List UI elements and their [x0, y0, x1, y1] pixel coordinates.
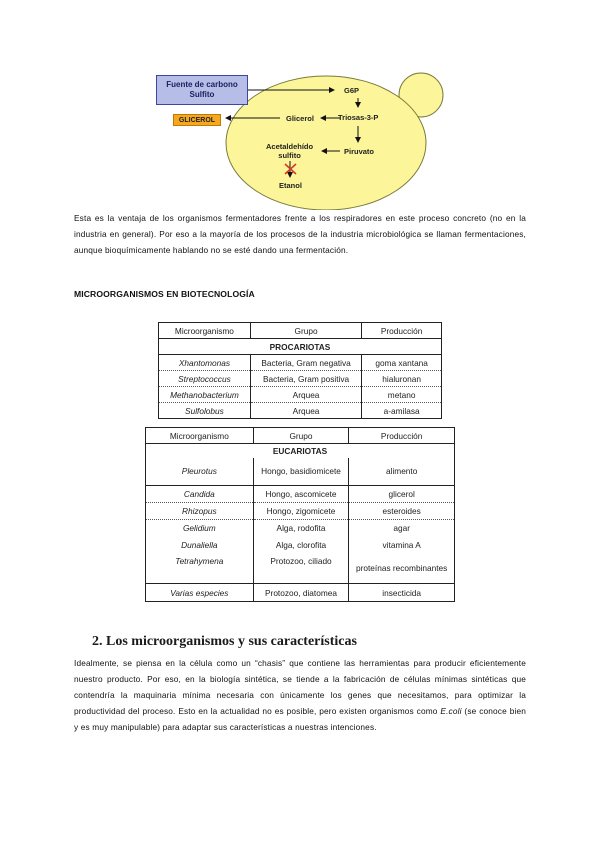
paragraph-ventaja: Esta es la ventaja de los organismos fermentadores frente a los respiradores en este proceso concreto (no en la industria en general). Por eso a la mayoría de los procesos de la industria microbiológica se llaman fermentaciones, aunque bioquímicamente hablando no se esté dando una fermentación. [74, 213, 526, 255]
col-header: Producción [380, 325, 423, 336]
table-row: Streptococcus Bacteria, Gram positiva hialuronan [159, 371, 442, 387]
heading-microorganismos: MICROORGANISMOS EN BIOTECNOLOGÍA [74, 289, 255, 299]
table-row: Sulfolobus Arquea a-amilasa [159, 403, 442, 419]
paragraph-microorganismos: Idealmente, se piensa en la célula como un “chasis” que contiene las herramientas para producir eficientemente nuestro producto. Por eso, en la biología sintética, se tiende a la fabricación de células mínimas sintéticas que contendría la maquinaria mínima necesaria con únicamente los genes que necesitamos, para optimizar la productividad del proceso. Esto en la actualidad no es posible, pero existen organismos como E.coli (se conoce bien y es muy manipulable) para adaptar sus características a nuestras intenciones. [74, 658, 526, 732]
eucariotas-table [145, 427, 455, 602]
section-label: EUCARIOTAS [272, 445, 328, 456]
table-row: Dunaliella Alga, clorofita vitamina A [146, 537, 455, 554]
fuente-carbono-box [156, 75, 248, 105]
col-header: Grupo [250, 323, 361, 339]
piruvato-label: Piruvato [344, 147, 375, 156]
etanol-label: Etanol [279, 181, 302, 190]
acetaldehido-label: Acetaldehído sulfito [266, 142, 314, 160]
section-title: 2. Los microorganismos y sus características [92, 634, 357, 649]
yeast-cell [226, 76, 426, 210]
fuente-label: Fuente de carbono [166, 80, 238, 89]
table-row: Methanobacterium Arquea metano [159, 387, 442, 403]
col-header: Microorganismo [159, 323, 251, 339]
col-header: Grupo [253, 428, 349, 444]
col-header: Microorganismo [146, 428, 254, 444]
glicerol-label: Glicerol [286, 114, 314, 123]
table-row: Rhizopus Hongo, zigomicete esteroides [146, 503, 455, 520]
sulfito-label: Sulfito [189, 90, 215, 99]
section-label: PROCARIOTAS [269, 341, 331, 352]
table-row: Tetrahymena Protozoo, ciliado proteínas recombinantes [146, 554, 455, 584]
procariotas-table [158, 322, 442, 419]
table-row: Candida Hongo, ascomicete glicerol [146, 486, 455, 503]
table-row: Pleurotus Hongo, basidiomicete alimento [146, 458, 455, 486]
table-row: Xhantomonas Bacteria, Gram negativa goma xantana [159, 355, 442, 371]
col-header: Producción [380, 430, 423, 441]
fermentation-diagram [150, 60, 450, 210]
table-row: Gelidium Alga, rodofita agar [146, 520, 455, 537]
table-row: Varias especies Protozoo, diatomea insecticida [146, 584, 455, 602]
triosas-label: Triosas-3-P [338, 113, 379, 122]
glicerol-product-box: GLICEROL [173, 114, 221, 126]
g6p-label: G6P [344, 86, 360, 95]
